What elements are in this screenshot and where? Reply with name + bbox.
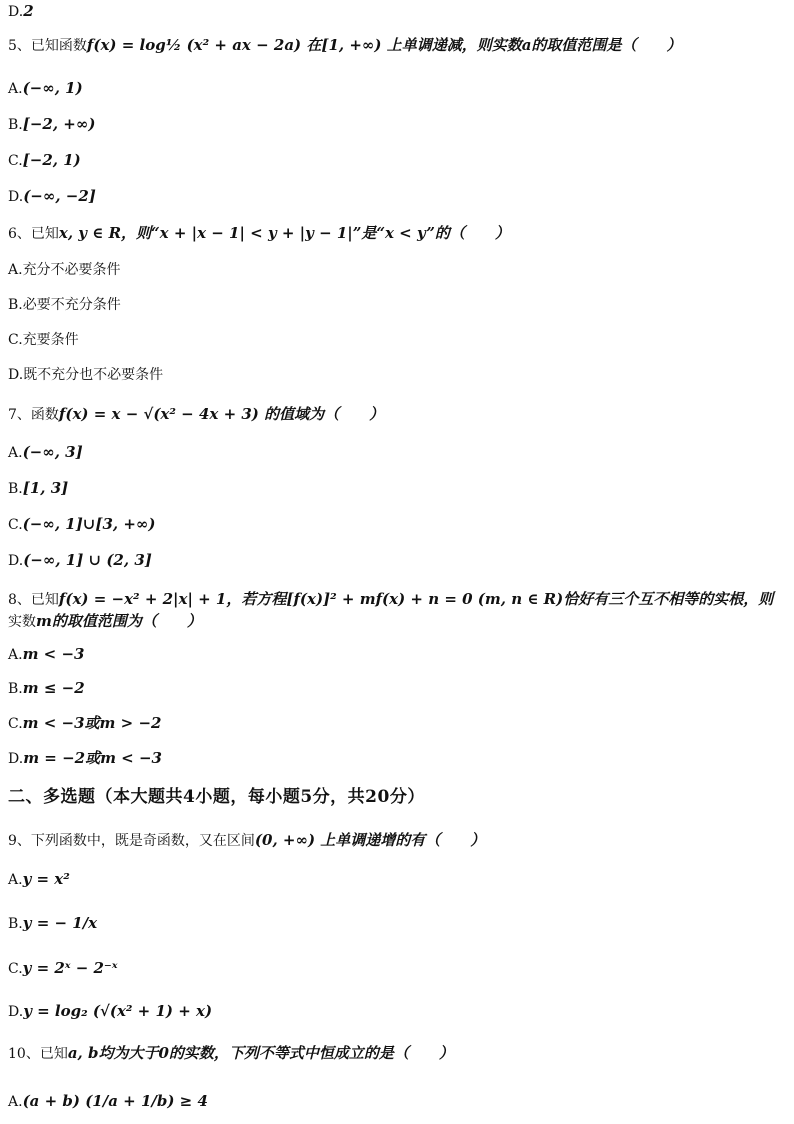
- option-text: 充要条件: [22, 332, 79, 348]
- q7-option-b: [8, 479, 786, 498]
- q5-option-d: [8, 187, 786, 206]
- option-label: B.: [8, 481, 23, 497]
- option-text: y = − 1/x: [22, 914, 98, 932]
- question-text: f(x) = log½ (x² + ax − 2a) 在[1, +∞) 上单调递减，则实数a的取值范围是（ ）: [86, 36, 682, 54]
- question-text: f(x) = −x² + 2|x| + 1，若方程[f(x)]² + mf(x) + n = 0 (m, n ∈ R)恰好有三个互不相等的实根，则: [58, 590, 774, 608]
- q7-option-c: [8, 515, 786, 534]
- q5-option-c: [8, 151, 786, 170]
- option-text: (−∞, 1]∪[3, +∞): [22, 515, 156, 533]
- option-label: C.: [8, 153, 23, 169]
- option-label: B.: [8, 117, 23, 133]
- question-prefix: 实数: [8, 614, 36, 630]
- question-prefix: 8、已知: [8, 592, 59, 608]
- question-text: m的取值范围为（ ）: [36, 612, 202, 630]
- option-label: C.: [8, 961, 23, 977]
- heading-text: 二、多选题（本大题共4小题，每小题5分，共20分）: [8, 787, 425, 807]
- option-text: 既不充分也不必要条件: [23, 367, 164, 383]
- q5-option-a: [8, 79, 786, 98]
- option-label: D.: [8, 1004, 24, 1020]
- q9-option-b: [8, 914, 786, 933]
- question-7: [8, 405, 786, 424]
- q9-option-d: [8, 1002, 786, 1021]
- question-text: (0, +∞) 上单调递增的有（ ）: [254, 831, 486, 849]
- question-prefix: 5、已知函数: [8, 38, 87, 54]
- q8-option-c: [8, 714, 786, 733]
- option-label: D.: [8, 189, 24, 205]
- question-text: a, b均为大于0的实数，下列不等式中恒成立的是（ ）: [67, 1044, 454, 1062]
- option-text: y = log₂ (√(x² + 1) + x): [23, 1002, 213, 1020]
- question-prefix: 9、下列函数中，既是奇函数，又在区间: [8, 833, 255, 849]
- question-8: [8, 590, 786, 609]
- q8-option-b: [8, 679, 786, 698]
- q7-option-a: [8, 443, 786, 462]
- option-label: A.: [8, 1094, 23, 1110]
- question-text: x, y ∈ R，则“x + |x − 1| < y + |y − 1|”是“x < y”的（ ）: [58, 224, 510, 242]
- question-prefix: 10、已知: [8, 1046, 68, 1062]
- q7-option-d: [8, 551, 786, 570]
- option-label: D.: [8, 751, 24, 767]
- q8-option-a: [8, 645, 786, 664]
- option-label: C.: [8, 716, 23, 732]
- option-text: 充分不必要条件: [22, 262, 121, 278]
- option-text: (−∞, 3]: [22, 443, 83, 461]
- question-6: [8, 224, 786, 243]
- q6-option-c: [8, 331, 786, 349]
- option-label: D.: [8, 367, 24, 383]
- option-label: A.: [8, 647, 23, 663]
- option-text: (−∞, 1] ∪ (2, 3]: [23, 551, 152, 569]
- option-text: 必要不充分条件: [22, 297, 121, 313]
- option-label: D.: [8, 4, 24, 20]
- question-prefix: 6、已知: [8, 226, 59, 242]
- q9-option-c: [8, 959, 786, 978]
- option-text: 2: [23, 2, 34, 20]
- option-label: A.: [8, 445, 23, 461]
- question-5: [8, 36, 786, 55]
- q9-option-a: [8, 870, 786, 889]
- option-label: B.: [8, 681, 23, 697]
- option-text: (−∞, −2]: [23, 187, 96, 205]
- option-label: A.: [8, 262, 23, 278]
- option-text: y = 2ˣ − 2⁻ˣ: [22, 959, 118, 977]
- question-8-cont: [8, 612, 786, 631]
- option-text: [1, 3]: [22, 479, 69, 497]
- q8-option-d: [8, 749, 786, 768]
- question-9: [8, 831, 786, 850]
- option-text: m < −3或m > −2: [22, 714, 162, 732]
- option-label: D.: [8, 553, 24, 569]
- option-text: (−∞, 1): [22, 79, 83, 97]
- option-label: C.: [8, 517, 23, 533]
- option-text: [−2, 1): [22, 151, 81, 169]
- q6-option-b: [8, 296, 786, 314]
- section-heading: [8, 788, 786, 806]
- q10-option-a: [8, 1092, 786, 1111]
- q6-option-a: [8, 261, 786, 279]
- question-prefix: 7、函数: [8, 407, 59, 423]
- option-text: m = −2或m < −3: [23, 749, 162, 767]
- option-label: B.: [8, 916, 23, 932]
- option-label: B.: [8, 297, 23, 313]
- option-label: A.: [8, 81, 23, 97]
- line-d2: [8, 2, 786, 21]
- option-label: A.: [8, 872, 23, 888]
- question-text: f(x) = x − √(x² − 4x + 3) 的值域为（ ）: [58, 405, 385, 423]
- option-text: [−2, +∞): [22, 115, 96, 133]
- option-text: m < −3: [22, 645, 85, 663]
- q6-option-d: [8, 366, 786, 384]
- question-10: [8, 1044, 786, 1063]
- option-label: C.: [8, 332, 23, 348]
- option-text: m ≤ −2: [22, 679, 85, 697]
- option-text: (a + b) (1/a + 1/b) ≥ 4: [22, 1092, 208, 1110]
- option-text: y = x²: [22, 870, 70, 888]
- q5-option-b: [8, 115, 786, 134]
